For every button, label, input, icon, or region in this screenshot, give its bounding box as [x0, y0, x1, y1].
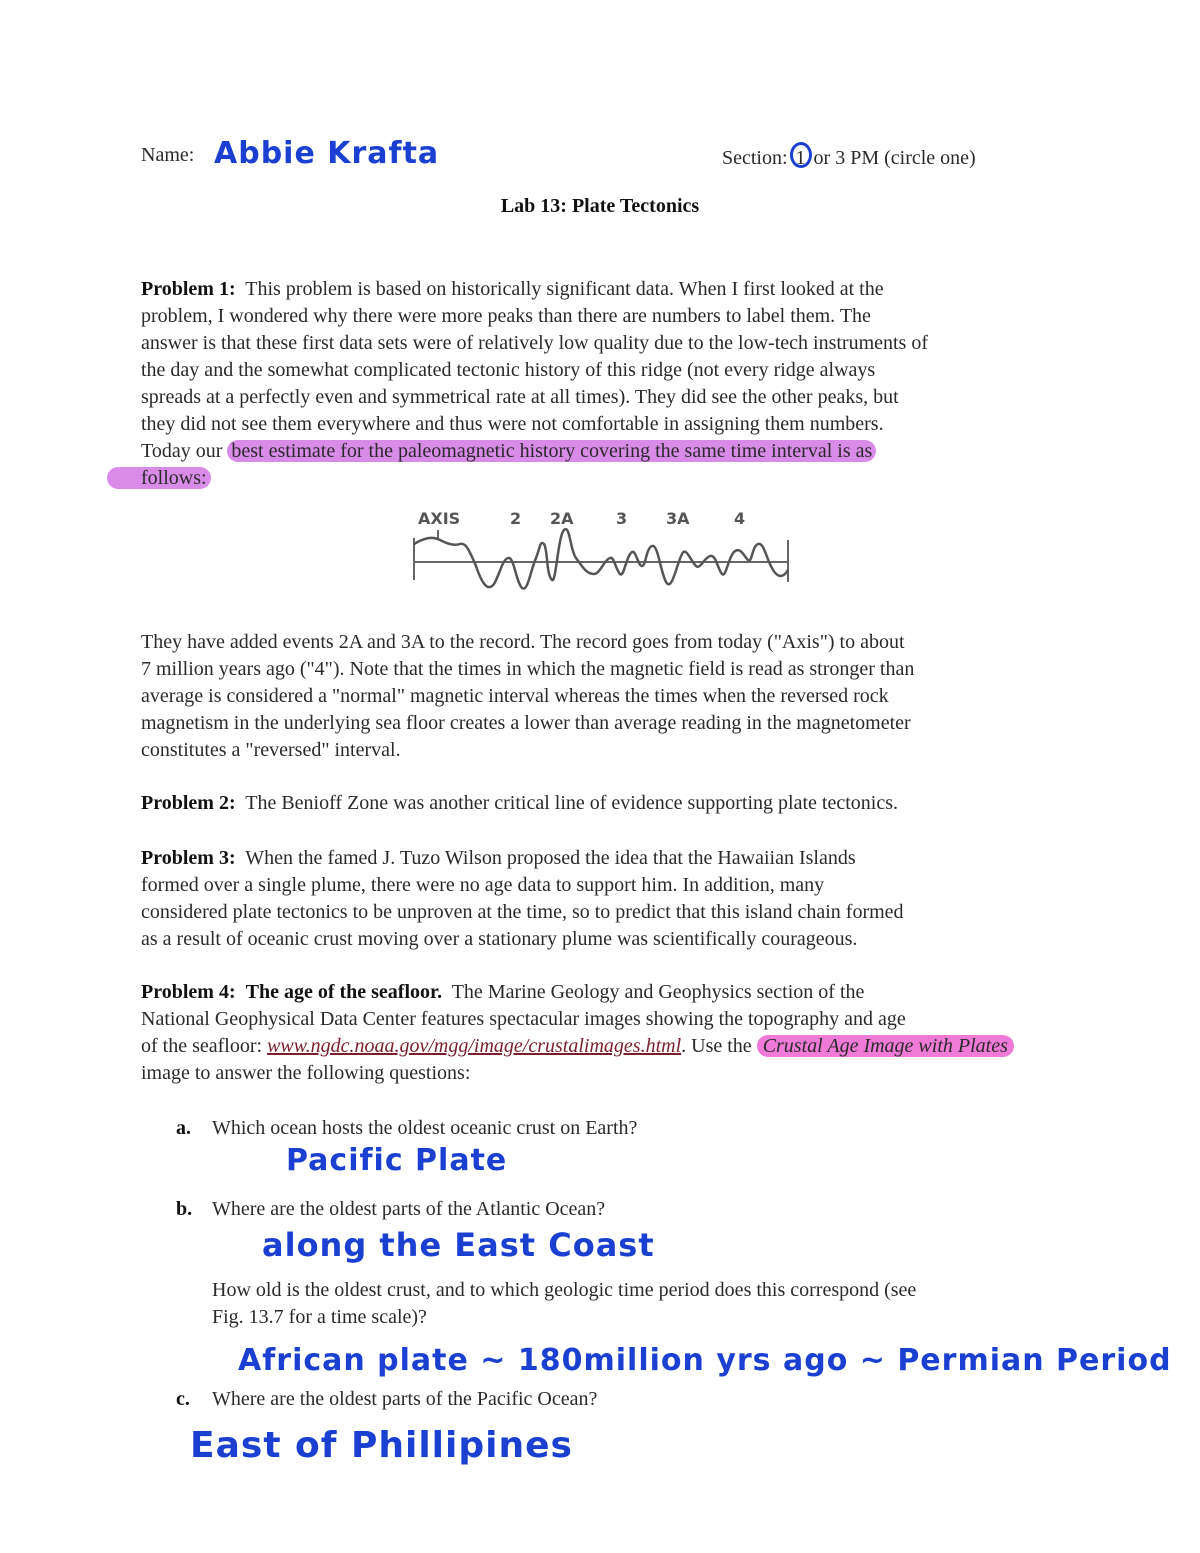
problem-1-paragraph: Problem 1: This problem is based on historically significant data. When I first looked at the problem, I wondered why there were more peaks than there are numbers to label them. The answer is that these first data sets were of relatively low quality due to the low-tech instruments of the day and the somewhat complicated tectonic history of this ridge (not every ridge always spreads at a perfectly even and symmetrical rate at all times). They did see the other peaks, but they did not see them everywhere and thus were not comfortable in assigning them numbers. Today our best estimate for the paleomagnetic history covering the same time interval is as follows: — [141, 276, 1061, 492]
question-c-letter: c. — [176, 1388, 190, 1410]
anomaly-profile-graph — [410, 500, 800, 610]
problem-2-label: Problem 2: — [141, 792, 236, 814]
question-b-letter: b. — [176, 1198, 193, 1220]
followup-question: How old is the oldest crust, and to which geologic time period does this correspond (see Fig. 13.7 for a time scale)? — [212, 1279, 917, 1328]
ngdc-crustal-images-link[interactable]: www.ngdc.noaa.gov/mgg/image/crustalimages.html — [267, 1035, 682, 1057]
highlight-best-estimate: best estimate for the paleomagnetic history covering the same time interval is as — [227, 440, 876, 462]
highlight-crustal-age-image: Crustal Age Image with Plates — [757, 1035, 1014, 1057]
section-label: Section: — [722, 147, 788, 169]
name-label: Name: — [141, 144, 195, 166]
highlight-follows: follows: — [107, 467, 211, 489]
question-a-text: Which ocean hosts the oldest oceanic crust on Earth? — [212, 1117, 638, 1139]
question-c-text: Where are the oldest parts of the Pacific Ocean? — [212, 1388, 598, 1410]
label-2a: 2A — [550, 509, 574, 528]
problem-2-paragraph: Problem 2: The Benioff Zone was another critical line of evidence supporting plate tectonics. — [141, 792, 898, 814]
after-figure-paragraph: They have added events 2A and 3A to the record. The record goes from today ("Axis") to about 7 million years ago ("4"). Note that the times in which the magnetic field is read as stronger than average is considered a "normal" magnetic interval whereas the times when the reversed rock magnetism in the underlying sea floor creates a lower than average reading in the magnetometer constitutes a "reversed" interval. — [141, 631, 915, 761]
label-axis: AXIS — [418, 509, 461, 528]
magnetic-anomaly-figure — [410, 500, 800, 610]
section-field — [722, 142, 976, 172]
label-3: 3 — [616, 509, 628, 528]
label-4: 4 — [734, 509, 746, 528]
question-b-text: Where are the oldest parts of the Atlantic Ocean? — [212, 1198, 606, 1220]
problem-1-label: Problem 1: — [141, 278, 236, 300]
problem-4-paragraph: Problem 4: The age of the seafloor. The Marine Geology and Geophysics section of the National Geophysical Data Center features spectacular images showing the topography and age of the seafloor: www.ngdc.noaa.gov/mgg/image/crustalimages.html. Use the Crustal Age Image with Plates image to answer the following questions: — [141, 979, 1061, 1087]
label-3a: 3A — [666, 509, 690, 528]
answer-a-handwritten: Pacific Plate — [286, 1143, 508, 1178]
answer-b-handwritten: along the East Coast — [262, 1226, 655, 1264]
anomaly-curve — [414, 529, 788, 588]
student-name-handwritten: Abbie Krafta — [214, 136, 440, 171]
answer-followup-handwritten: African plate ~ 180million yrs ago ~ Permian Period — [238, 1343, 1172, 1378]
problem-3-paragraph: Problem 3: When the famed J. Tuzo Wilson proposed the idea that the Hawaiian Islands formed over a single plume, there were no age data to support him. In addition, many considered plate tectonics to be unproven at the time, so to predict that this island chain formed as a result of oceanic crust moving over a stationary plume was scientifically courageous. — [141, 847, 904, 950]
answer-c-handwritten: East of Phillipines — [190, 1425, 573, 1466]
section-options-text: or 3 PM (circle one) — [813, 147, 976, 169]
label-2: 2 — [510, 509, 522, 528]
problem-4-label: Problem 4: — [141, 981, 236, 1003]
problem-3-label: Problem 3: — [141, 847, 236, 869]
question-a-letter: a. — [176, 1117, 191, 1139]
section-circled-option: 1 — [790, 142, 812, 168]
problem-4-subtitle: The age of the seafloor. — [245, 981, 443, 1003]
page-title: Lab 13: Plate Tectonics — [500, 195, 700, 217]
